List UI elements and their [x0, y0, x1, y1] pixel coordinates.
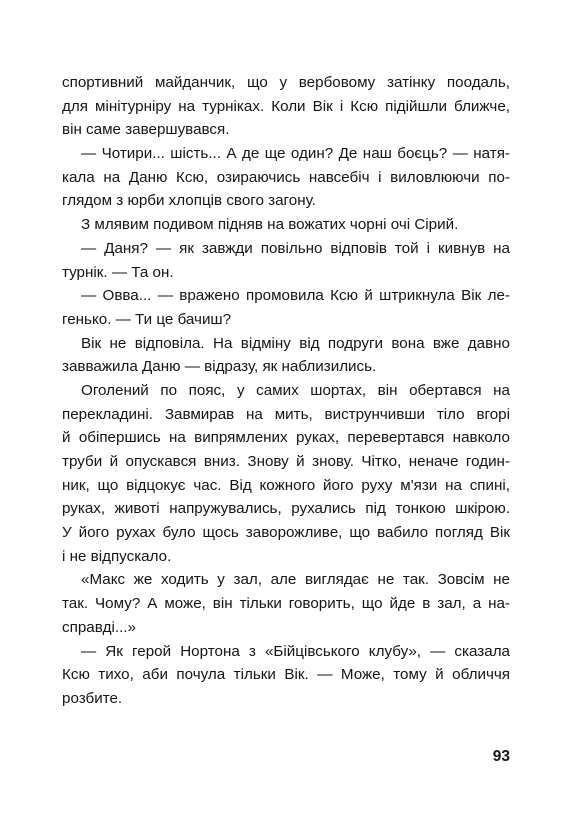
- text-line: Оголений по пояс, у самих шортах, він обертався на: [81, 381, 510, 399]
- text-line: й обіпершись на випрямлених руках, перевертався навколо: [62, 429, 510, 447]
- text-line: Вік не відповіла. На відміну від подруги вона вже давно: [81, 334, 510, 352]
- text-line: так. Чому? А може, він тільки говорить, що йде в зал, а на-: [62, 595, 510, 613]
- text-line: «Макс же ходить у зал, але виглядає не так. Зовсім не: [81, 571, 510, 589]
- text-line: завважила Даню — відразу, як наблизились.: [62, 358, 377, 376]
- page-number: 93: [492, 748, 510, 765]
- text-line: він саме завершувався.: [62, 121, 230, 139]
- text-line: розбите.: [62, 689, 123, 707]
- text-line: З млявим подивом підняв на вожатих чорні очі Сірий.: [81, 216, 459, 234]
- text-line: труби й опускався вниз. Знову й знову. Чітко, неначе годин-: [62, 453, 510, 470]
- text-line: для мінітурніру на турніках. Коли Вік і Ксю підійшли ближче,: [62, 97, 510, 115]
- text-line: — Чотири... шість... А де ще один? Де наш боєць? — натя-: [81, 145, 510, 163]
- body-text: [62, 71, 510, 711]
- text-line: — Овва... — вражено промовила Ксю й штрикнула Вік ле-: [81, 287, 510, 305]
- text-line: — Як герой Нортона з «Бійцівського клубу», — сказала: [81, 642, 510, 660]
- text-line: глядом з юрби хлопців свого загону.: [62, 192, 316, 210]
- text-line: кала на Даню Ксю, озираючись навсебіч і виловлюючи по-: [62, 168, 510, 186]
- text-line: турнік. — Та он.: [62, 263, 174, 281]
- text-line: спортивний майданчик, що у вербовому затінку поодаль,: [62, 74, 510, 91]
- text-line: руках, животі напружувались, рухались під тонкою шкірою.: [62, 500, 510, 518]
- text-line: перекладині. Завмирав на мить, виструнчивши тіло вгорі: [62, 405, 510, 423]
- text-line: справді...»: [62, 618, 136, 636]
- text-line: і не відпускало.: [62, 547, 172, 565]
- text-line: У його рухах було щось заворожливе, що вабило погляд Вік: [62, 524, 510, 542]
- text-line: — Даня? — як завжди повільно відповів той і кивнув на: [81, 239, 510, 257]
- text-line: ник, що відцокує час. Від кожного його руху м'язи на спині,: [62, 476, 510, 494]
- text-line: Ксю тихо, аби почула тільки Вік. — Може, тому й обличчя: [62, 666, 510, 684]
- text-line: генько. — Ти це бачиш?: [62, 310, 232, 328]
